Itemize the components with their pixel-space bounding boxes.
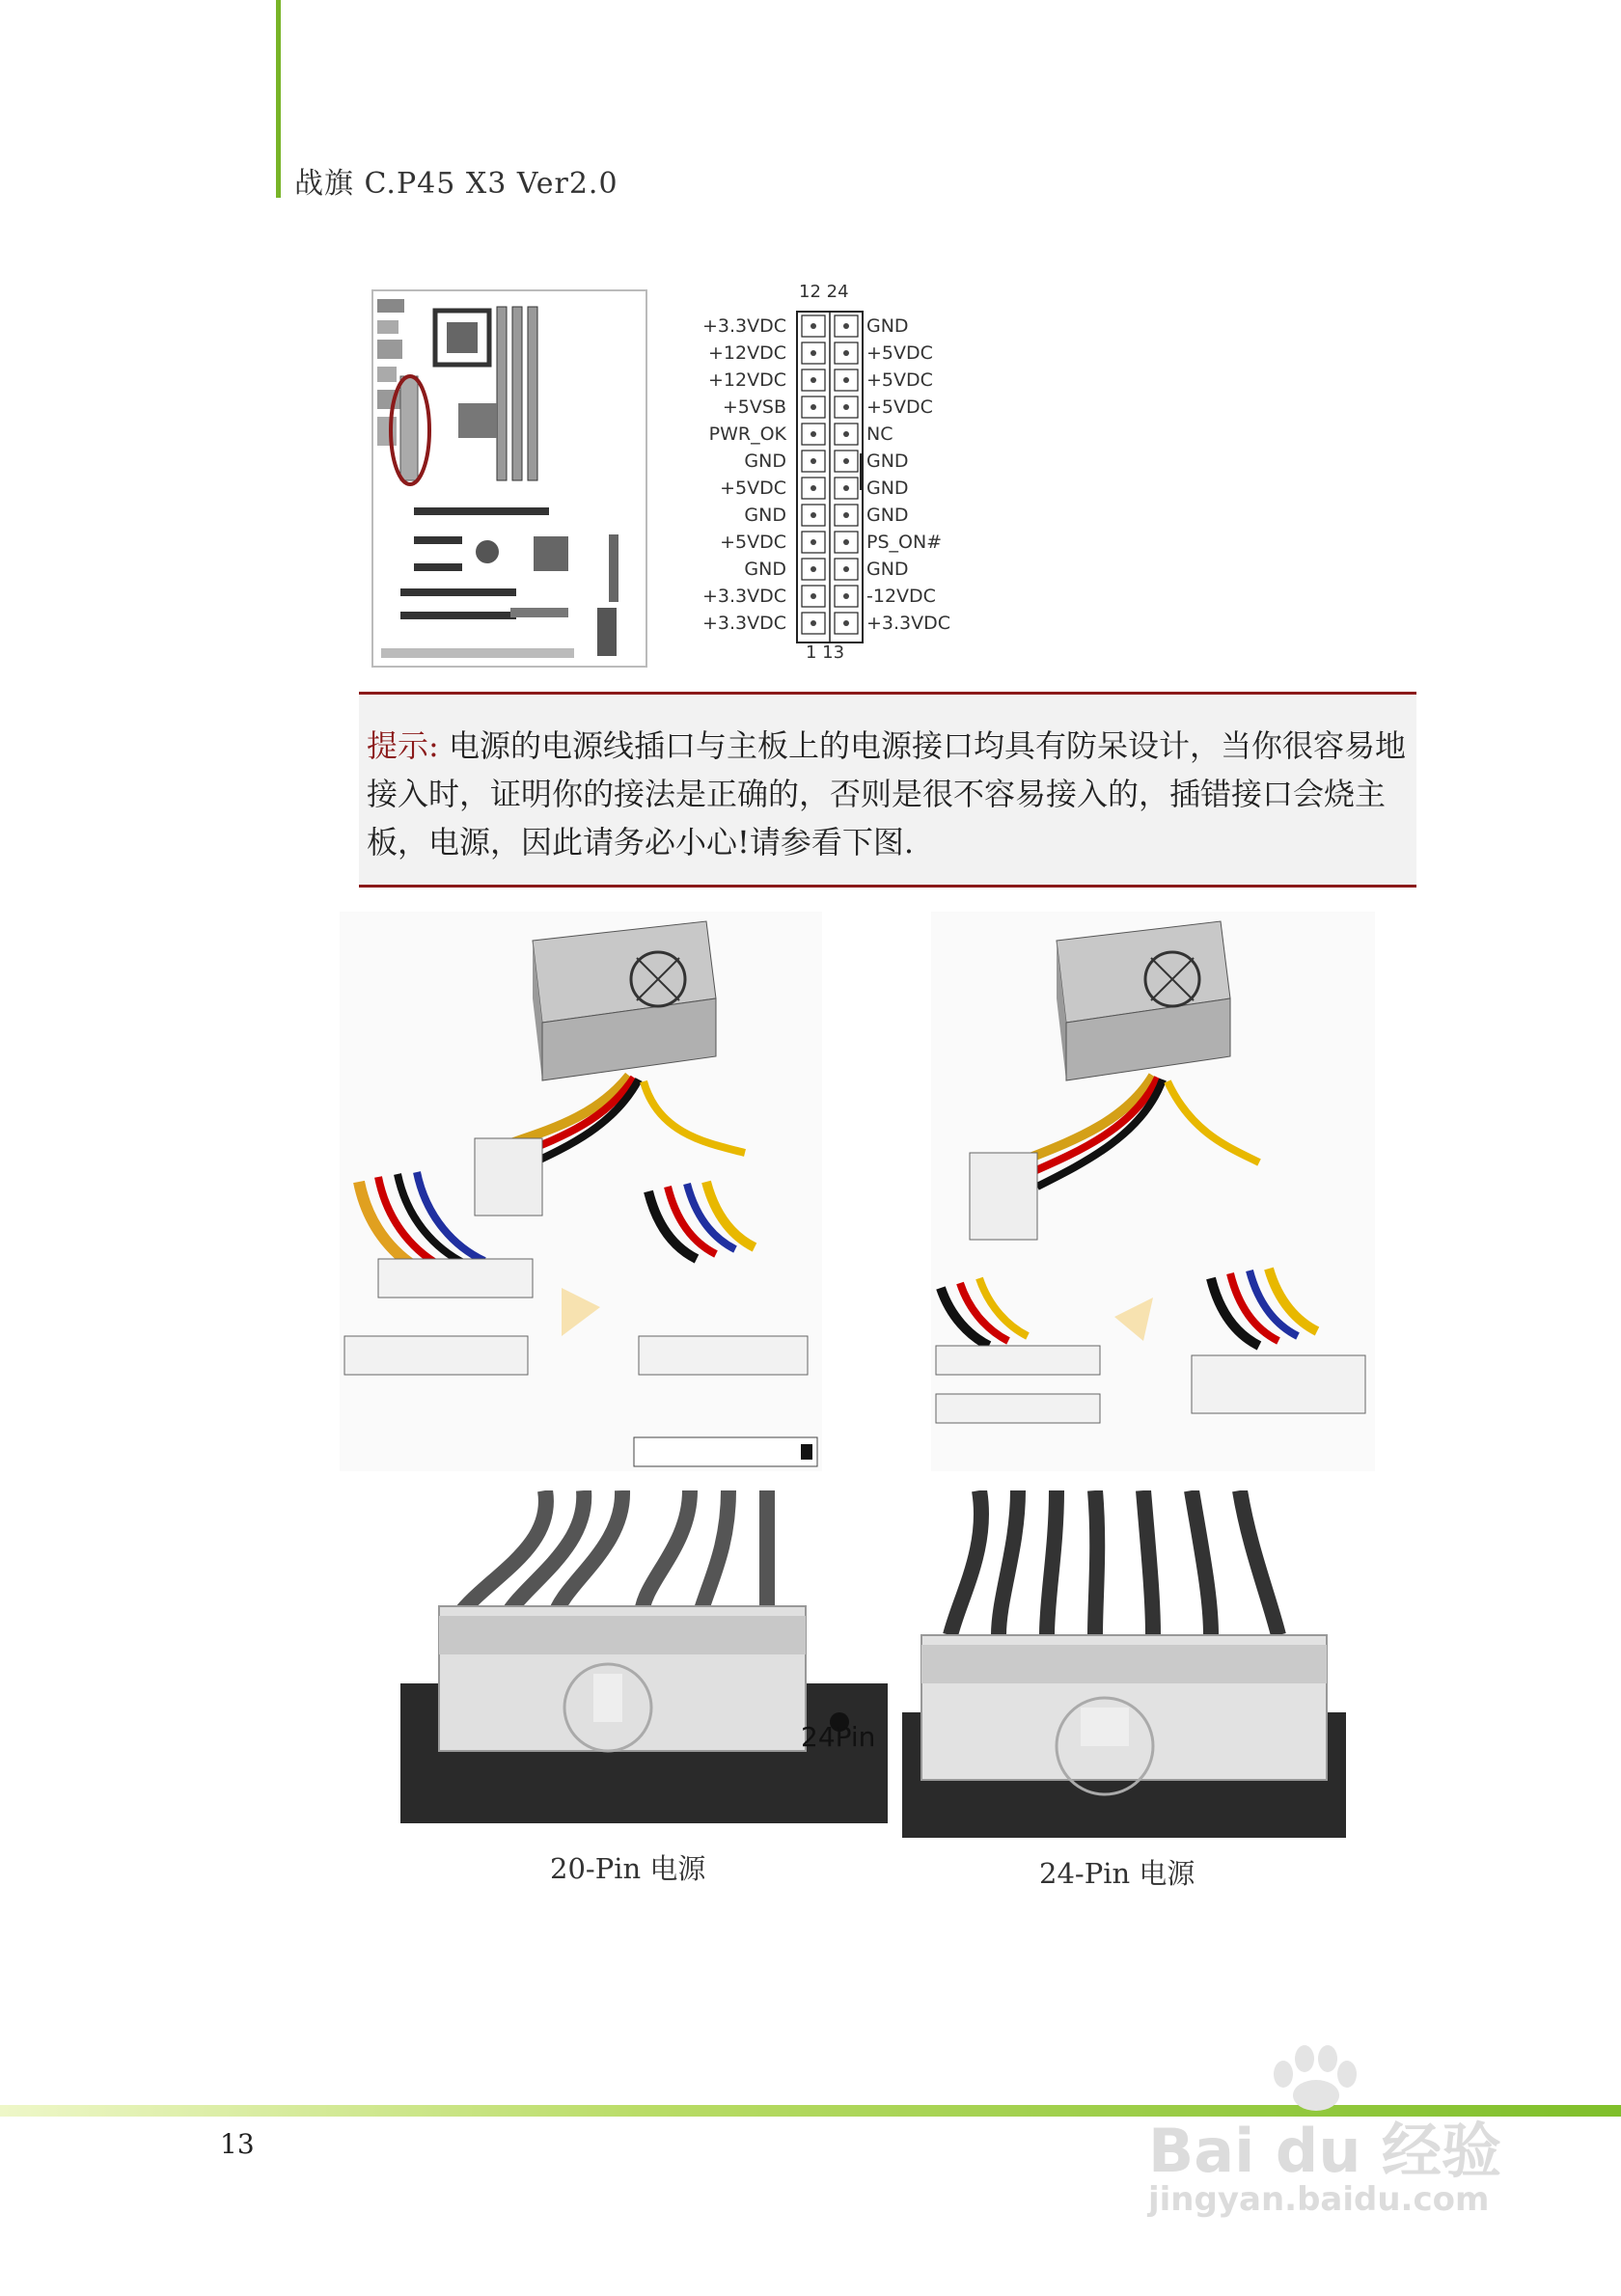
pin-right-label: +5VDC — [866, 342, 933, 364]
pin-left-label: +5VDC — [720, 478, 786, 499]
page-number: 13 — [220, 2128, 255, 2160]
tip-box — [359, 692, 1416, 888]
pin-right-label: NC — [866, 424, 893, 445]
tip-body: 电源的电源线插口与主板上的电源接口均具有防呆设计，当你很容易地接入时，证明你的接法是正确的，否则是很不容易接入的，插错接口会烧主板，电源，因此请务必小心!请参看下图. — [367, 727, 1406, 861]
photo-24pin-connector — [902, 1490, 1346, 1838]
pin-right-label: GND — [866, 478, 909, 499]
pin-right-label: GND — [866, 451, 909, 472]
pin-right-label: GND — [866, 315, 909, 337]
pin-left-label: +12VDC — [708, 369, 786, 391]
photo-20pin-connector — [400, 1490, 888, 1823]
label-24pin: 24Pin — [801, 1721, 876, 1753]
pin-left-label: +5VSB — [722, 396, 786, 418]
watermark-brand: Bai du 经验 — [1148, 2116, 1502, 2186]
pinout-bottom-numbers: 1 13 — [806, 642, 845, 663]
pin-right-label: -12VDC — [866, 586, 936, 607]
pin-left-label: +3.3VDC — [701, 586, 786, 607]
atx-24pin-pinout — [695, 282, 975, 668]
pin-left-label: +12VDC — [708, 342, 786, 364]
tip-text — [367, 722, 1409, 866]
pin-left-label: +5VDC — [720, 532, 786, 553]
pin-left-label: +3.3VDC — [701, 315, 786, 337]
pin-left-label: GND — [744, 505, 786, 526]
pin-right-label: +3.3VDC — [866, 613, 951, 634]
pin-left-label: PWR_OK — [708, 424, 786, 445]
baidu-watermark — [1129, 2045, 1534, 2238]
watermark-url: jingyan.baidu.com — [1148, 2180, 1490, 2219]
psu-24pin-diagram — [931, 912, 1375, 1471]
pin-left-label: GND — [744, 559, 786, 580]
psu-20pin-diagram — [340, 912, 822, 1471]
header-accent-bar — [276, 0, 281, 198]
header-title: 战旗 C.P45 X3 Ver2.0 — [294, 167, 618, 201]
tip-label: 提示: — [367, 727, 439, 764]
pin-left-label: GND — [744, 451, 786, 472]
pin-right-label: +5VDC — [866, 369, 933, 391]
caption-24pin: 24-Pin 电源 — [1039, 1857, 1195, 1890]
pin-left-label: +3.3VDC — [701, 613, 786, 634]
pinout-connector — [796, 311, 864, 643]
caption-20pin: 20-Pin 电源 — [550, 1852, 706, 1885]
pin-right-label: GND — [866, 505, 909, 526]
motherboard-layout-figure — [371, 289, 647, 668]
pin-right-label: +5VDC — [866, 396, 933, 418]
pinout-top-numbers: 12 24 — [799, 282, 849, 302]
pin-right-label: PS_ON# — [866, 532, 943, 553]
pin-right-label: GND — [866, 559, 909, 580]
